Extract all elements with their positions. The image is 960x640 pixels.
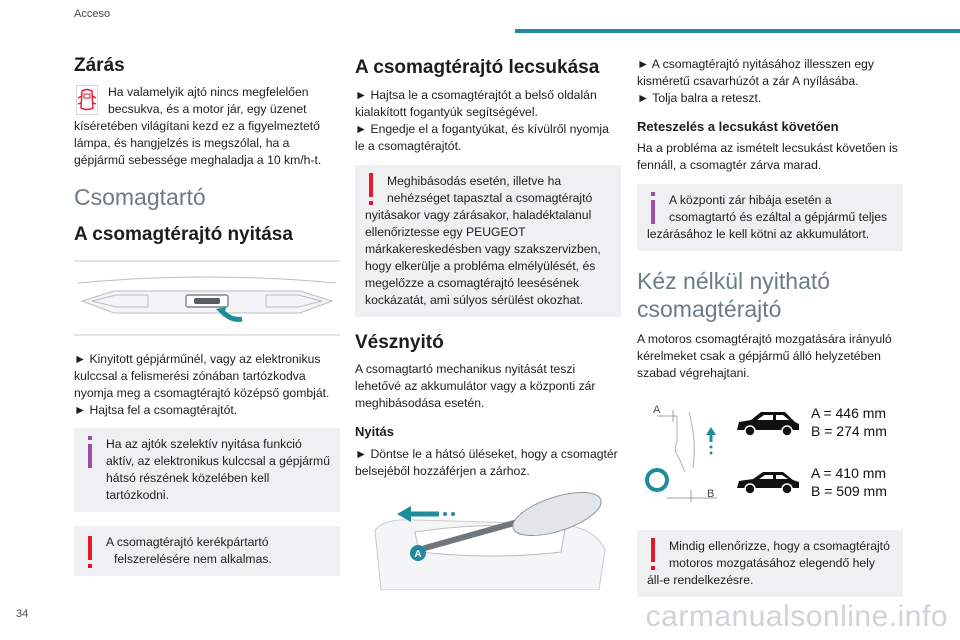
reteszeles-text: Ha a probléma az ismételt lecsukást követően is fennáll, a csomagtér zárva marad. <box>637 141 898 172</box>
kez-nelkul-heading: Kéz nélkül nyitható csomagtérajtó <box>637 268 831 322</box>
clearance-warning-line-b: motoros mozgatásához elegendő hely <box>669 556 875 570</box>
warning-note-bike-rack <box>74 526 340 576</box>
warning-line-b: nehézséget tapasztal a csomagtérajtó <box>387 191 593 205</box>
info-icon <box>646 192 660 226</box>
door-open-warning-icon <box>76 85 98 115</box>
emergency-step-a: ► A csomagtérajtó nyitásához illesszen egy kisméretű csavarhúzót a zár A nyílásába. <box>637 57 874 88</box>
info-line-a: A központi zár hibája esetén a <box>669 193 832 207</box>
figure-label-a: A <box>414 549 422 560</box>
column-2 <box>355 50 621 590</box>
column-1 <box>74 50 340 576</box>
lecsukasa-heading: A csomagtérajtó lecsukása <box>355 57 600 78</box>
nyitas-subheading: Nyitás <box>355 424 395 439</box>
info-note-central-lock <box>637 184 903 251</box>
clearance-warning-line-c: áll-e rendelkezésre. <box>647 573 754 587</box>
info-note-selective-unlock <box>74 428 340 512</box>
suv-car-icon <box>735 410 801 438</box>
warning-note-line-b: felszerelésére nem alkalmas. <box>114 552 272 566</box>
zaras-text-line-b: becsukva, és a motor jár, egy üzenet <box>108 102 307 116</box>
reteszeles-subheading: Reteszelés a lecsukást követően <box>637 119 839 134</box>
warning-icon <box>364 173 378 207</box>
csomagtarto-heading: Csomagtartó <box>74 184 206 210</box>
vesznyito-text: A csomagtartó mechanikus nyitását teszi lehetővé az akkumulátor vagy a központi zár meghibásodása esetén. <box>355 362 596 410</box>
clearance-warning-line-a: Mindig ellenőrizze, hogy a csomagtérajtó <box>669 539 890 553</box>
suv-dimension-b: B = 274 mm <box>811 423 887 439</box>
zaras-text-line-a: Ha valamelyik ajtó nincs megfelelően <box>108 85 309 99</box>
suv-dimensions <box>811 404 887 440</box>
page-number: 34 <box>16 608 29 620</box>
emergency-release-illustration <box>355 490 621 590</box>
warning-note-line-a: A csomagtérajtó kerékpártartó <box>106 535 269 549</box>
watermark-text: carmanualsonline.info <box>645 600 948 633</box>
zaras-paragraph <box>74 84 340 169</box>
clearance-diagram <box>637 402 903 506</box>
zaras-text-rest: kíséretében világítani kezd ez a figyelmeztető lámpa, és hangjelzés is megszólal, ha a gépjármű sebessége meghaladja a 10 km/h-t. <box>74 119 322 167</box>
emergency-step-b: ► Tolja balra a reteszt. <box>637 91 762 105</box>
warning-icon <box>83 536 97 570</box>
hatchback-dimension-a: A = 410 mm <box>811 465 887 481</box>
nyitas-step-2: ► Hajtsa fel a csomagtérajtót. <box>74 403 238 417</box>
tailgate-button-illustration <box>74 257 340 339</box>
dimension-label-b: B <box>707 488 715 500</box>
hatchback-dimension-b: B = 509 mm <box>811 483 887 499</box>
lecsukasa-step-1: ► Hajtsa le a csomagtérajtót a belső oldalán kialakított fogantyúk segítségével. <box>355 88 597 119</box>
warning-note-malfunction <box>355 165 621 317</box>
info-line-c: lezárásához le kell kötni az akkumulátort. <box>647 227 870 241</box>
lecsukasa-step-2: ► Engedje el a fogantyúkat, és kívülről nyomja le a csomagtérajtót. <box>355 122 609 153</box>
header-accent-bar <box>515 29 960 33</box>
info-note-rest: aktív, az elektronikus kulccsal a gépjármű hátsó részének közelében kell tartózkodni. <box>106 454 330 502</box>
nyitas-heading: A csomagtérajtó nyitása <box>74 224 293 245</box>
hatchback-car-icon <box>735 470 801 496</box>
vesznyito-heading: Vésznyitó <box>355 332 444 353</box>
column-3 <box>637 50 903 597</box>
zaras-heading: Zárás <box>74 55 125 76</box>
warning-rest: nyitásakor vagy zárásakor, haladéktalanul ellenőriztesse egy PEUGEOT márkakereskedésben vagy szakszervizben, hogy elkerülje a probléma elmélyülését, és megelőzze a csomagtérajtó leesésének kockázatát, ami súlyos sérülést okozhat. <box>365 208 601 307</box>
header-section-title: Acceso <box>74 8 111 20</box>
info-icon <box>83 436 97 470</box>
warning-line-a: Meghibásodás esetén, illetve ha <box>387 174 562 188</box>
nyitas-step-1: ► Kinyitott gépjárműnél, vagy az elektronikus kulccsal a felismerési zónában tartózkodva nyomja meg a csomagtérajtó középső gombját. <box>74 352 330 400</box>
warning-icon <box>646 538 660 572</box>
info-note-line-a: Ha az ajtók szelektív nyitása funkció <box>106 437 302 451</box>
warning-note-clearance <box>637 530 903 597</box>
nyitas-emergency-step: ► Döntse le a hátsó üléseket, hogy a csomagtér belsejéből hozzáférjen a zárhoz. <box>355 447 618 478</box>
hatchback-dimensions <box>811 464 887 500</box>
kez-nelkul-text: A motoros csomagtérajtó mozgatására irányuló kérelmeket csak a gépjármű álló helyzetében szabad végrehajtani. <box>637 332 892 380</box>
dimension-label-a: A <box>653 404 661 416</box>
suv-dimension-a: A = 446 mm <box>811 405 887 421</box>
info-line-b: csomagtartó és ezáltal a gépjármű teljes <box>669 210 888 224</box>
